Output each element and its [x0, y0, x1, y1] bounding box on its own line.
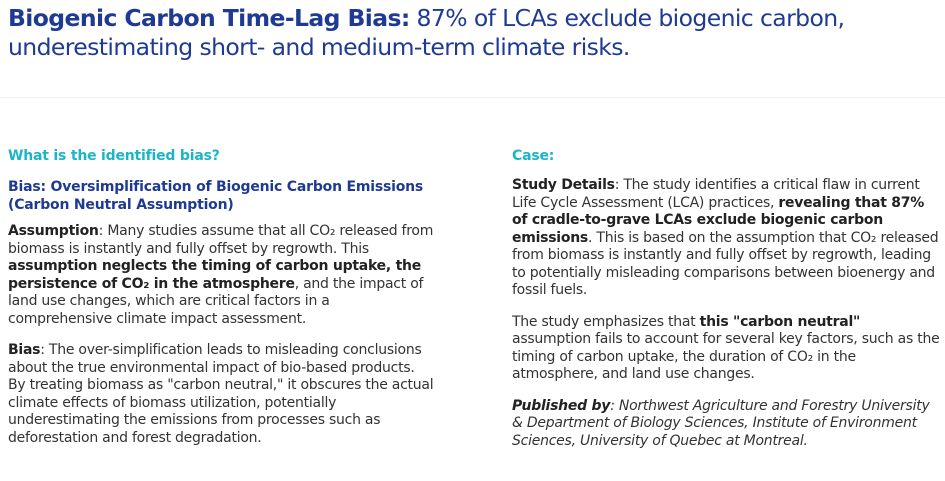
page-title	[8, 4, 933, 62]
emphasis-paragraph	[512, 314, 940, 384]
page-title-bold: Biogenic Carbon Time-Lag Bias:	[8, 4, 410, 32]
study-details-text-2: . This is based on the assumption that CO₂ released from biomass is instantly and fully offset by regrowth, leading to potentially misleading comparisons between bioenergy and fossil fuels.	[512, 229, 939, 298]
assumption-paragraph	[8, 223, 436, 328]
study-details-label: Study Details	[512, 177, 615, 193]
published-by-text: : Northwest Agriculture and Forestry University & Department of Biology Sciences, Institute of Environment Sciences, University of Quebec at Montreal.	[512, 397, 930, 449]
case-section-label: Case:	[512, 148, 555, 164]
bias-label: Bias	[8, 342, 41, 358]
emphasis-text-1: The study emphasizes that	[512, 313, 700, 330]
bias-column	[8, 146, 436, 461]
published-by-paragraph	[512, 398, 940, 451]
study-details-paragraph	[512, 177, 940, 300]
assumption-label: Assumption	[8, 223, 99, 239]
assumption-text-2: , and the impact of land use changes, which are critical factors in a comprehensive climate impact assessment.	[8, 275, 424, 327]
published-by-label: Published by	[512, 397, 611, 414]
bias-section-label: What is the identified bias?	[8, 148, 220, 164]
header-divider	[0, 97, 945, 98]
bias-paragraph	[8, 342, 436, 447]
assumption-text-1: : Many studies assume that all CO₂ released from biomass is instantly and fully offset by regrowth. This	[8, 223, 434, 257]
emphasis-text-2: assumption fails to account for several key factors, such as the timing of carbon uptake, the duration of CO₂ in the atmosphere, and land use changes.	[512, 331, 940, 382]
study-details-highlight: revealing that 87% of cradle-to-grave LCAs exclude biogenic carbon emissions	[512, 194, 925, 246]
case-column	[512, 146, 940, 464]
bias-title: Bias: Oversimplification of Biogenic Carbon Emissions (Carbon Neutral Assumption)	[8, 179, 424, 213]
emphasis-highlight: this "carbon neutral"	[699, 313, 861, 330]
assumption-highlight: assumption neglects the timing of carbon uptake, the persistence of CO₂ in the atmosphere	[8, 258, 422, 292]
bias-text: : The over-simplification leads to misleading conclusions about the true environmental impact of bio-based products. By treating biomass as "carbon neutral," it obscures the actual climate effects of biomass utilization, potentially underestimating the emissions from processes such as deforestation and forest degradation.	[8, 342, 434, 446]
study-details-text-1: : The study identifies a critical flaw in current Life Cycle Assessment (LCA) practices,	[512, 177, 920, 211]
page-title-rest: 87% of LCAs exclude biogenic carbon, underestimating short- and medium-term climate risks.	[8, 4, 845, 61]
